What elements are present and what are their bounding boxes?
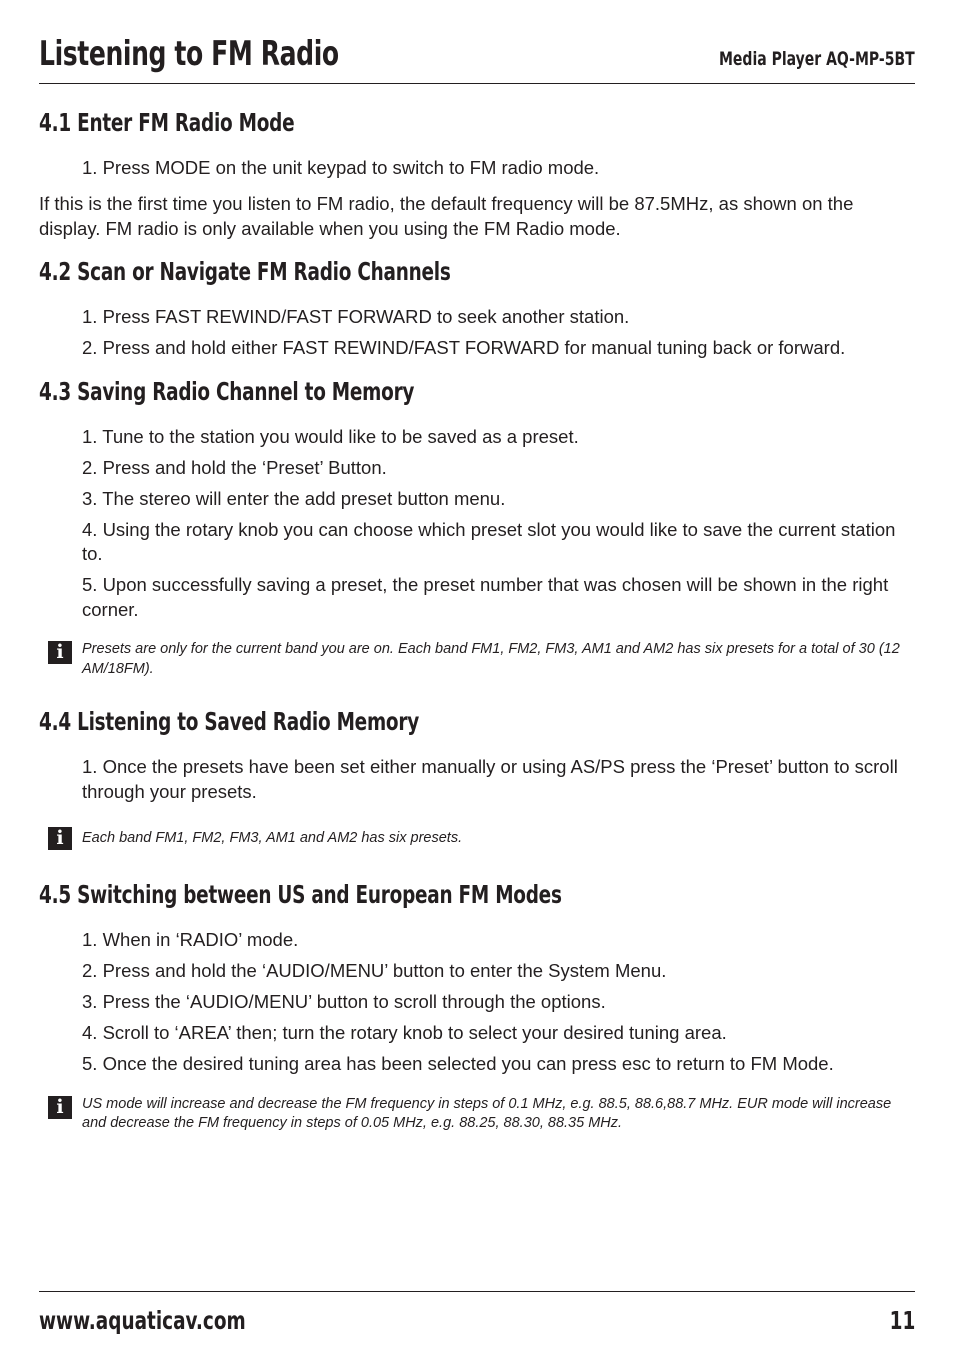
website-url: www.aquaticav.com xyxy=(39,1306,246,1335)
info-icon: i xyxy=(48,827,72,850)
section-scan-channels xyxy=(39,255,915,375)
step-item: 1. Tune to the station you would like to be saved as a preset. xyxy=(82,425,579,447)
section-title: 4.5 Switching between US and European FM Modes xyxy=(39,880,562,909)
product-name: Media Player AQ-MP-5BT xyxy=(719,48,915,70)
step-item: 5. Upon successfully saving a preset, the preset number that was chosen will be shown in the right corner. xyxy=(82,574,889,620)
step-item: 1. When in ‘RADIO’ mode. xyxy=(82,929,299,950)
note-text: Presets are only for the current band you are on. Each band FM1, FM2, FM3, AM1 and AM2 has six presets for a total of 30 (12 AM/18FM). xyxy=(82,641,900,677)
info-note xyxy=(39,640,915,679)
page-title: Listening to FM Radio xyxy=(39,34,339,74)
step-item: 2. Press and hold the ‘AUDIO/MENU’ button to enter the System Menu. xyxy=(82,960,667,981)
info-icon: i xyxy=(48,641,72,664)
step-item: 1. Press FAST REWIND/FAST FORWARD to seek another station. xyxy=(82,305,630,327)
step-item: 4. Using the rotary knob you can choose which preset slot you would like to save the current station to. xyxy=(82,518,896,564)
section-title: 4.3 Saving Radio Channel to Memory xyxy=(39,376,415,406)
section-paragraph: If this is the first time you listen to FM radio, the default frequency will be 87.5MHz, as shown on the display. FM radio is only available when you using the FM Radio mode. xyxy=(39,192,854,239)
section-title: 4.4 Listening to Saved Radio Memory xyxy=(39,707,419,736)
step-item: 3. Press the ‘AUDIO/MENU’ button to scroll through the options. xyxy=(82,991,606,1012)
page-footer xyxy=(39,1291,915,1342)
page-content xyxy=(39,106,915,1160)
step-list xyxy=(82,305,915,361)
info-note xyxy=(39,1095,915,1134)
step-list xyxy=(82,425,915,623)
step-list xyxy=(82,755,915,804)
step-item: 4. Scroll to ‘AREA’ then; turn the rotary knob to select your desired tuning area. xyxy=(82,1022,727,1043)
note-text: US mode will increase and decrease the FM frequency in steps of 0.1 MHz, e.g. 88.5, 88.6,88.7 MHz. EUR mode will increase and decrease the FM frequency in steps of 0.05 MHz, e.g. 88.25, 88.30, 88.35 MHz. xyxy=(82,1095,892,1131)
info-note xyxy=(39,826,915,852)
section-listening-memory xyxy=(39,705,915,852)
step-item: 5. Once the desired tuning area has been selected you can press esc to return to FM Mode. xyxy=(82,1053,834,1074)
section-title: 4.2 Scan or Navigate FM Radio Channels xyxy=(39,256,451,286)
note-text: Each band FM1, FM2, FM3, AM1 and AM2 has six presets. xyxy=(82,830,463,846)
step-list xyxy=(82,156,915,181)
section-saving-memory xyxy=(39,375,915,680)
section-us-eu-modes xyxy=(39,878,915,1134)
step-item: 2. Press and hold the ‘Preset’ Button. xyxy=(82,456,387,478)
step-list xyxy=(82,928,915,1077)
step-item: 3. The stereo will enter the add preset button menu. xyxy=(82,487,506,509)
section-title: 4.1 Enter FM Radio Mode xyxy=(39,108,295,137)
step-item: 1. Press MODE on the unit keypad to switch to FM radio mode. xyxy=(82,157,600,178)
step-item: 1. Once the presets have been set either manually or using AS/PS press the ‘Preset’ button to scroll through your presets. xyxy=(82,756,898,802)
step-item: 2. Press and hold either FAST REWIND/FAST FORWARD for manual tuning back or forward. xyxy=(82,336,846,358)
info-icon: i xyxy=(48,1096,72,1119)
page-number: 11 xyxy=(889,1306,915,1335)
page-header xyxy=(39,30,915,84)
section-enter-fm-mode xyxy=(39,106,915,241)
